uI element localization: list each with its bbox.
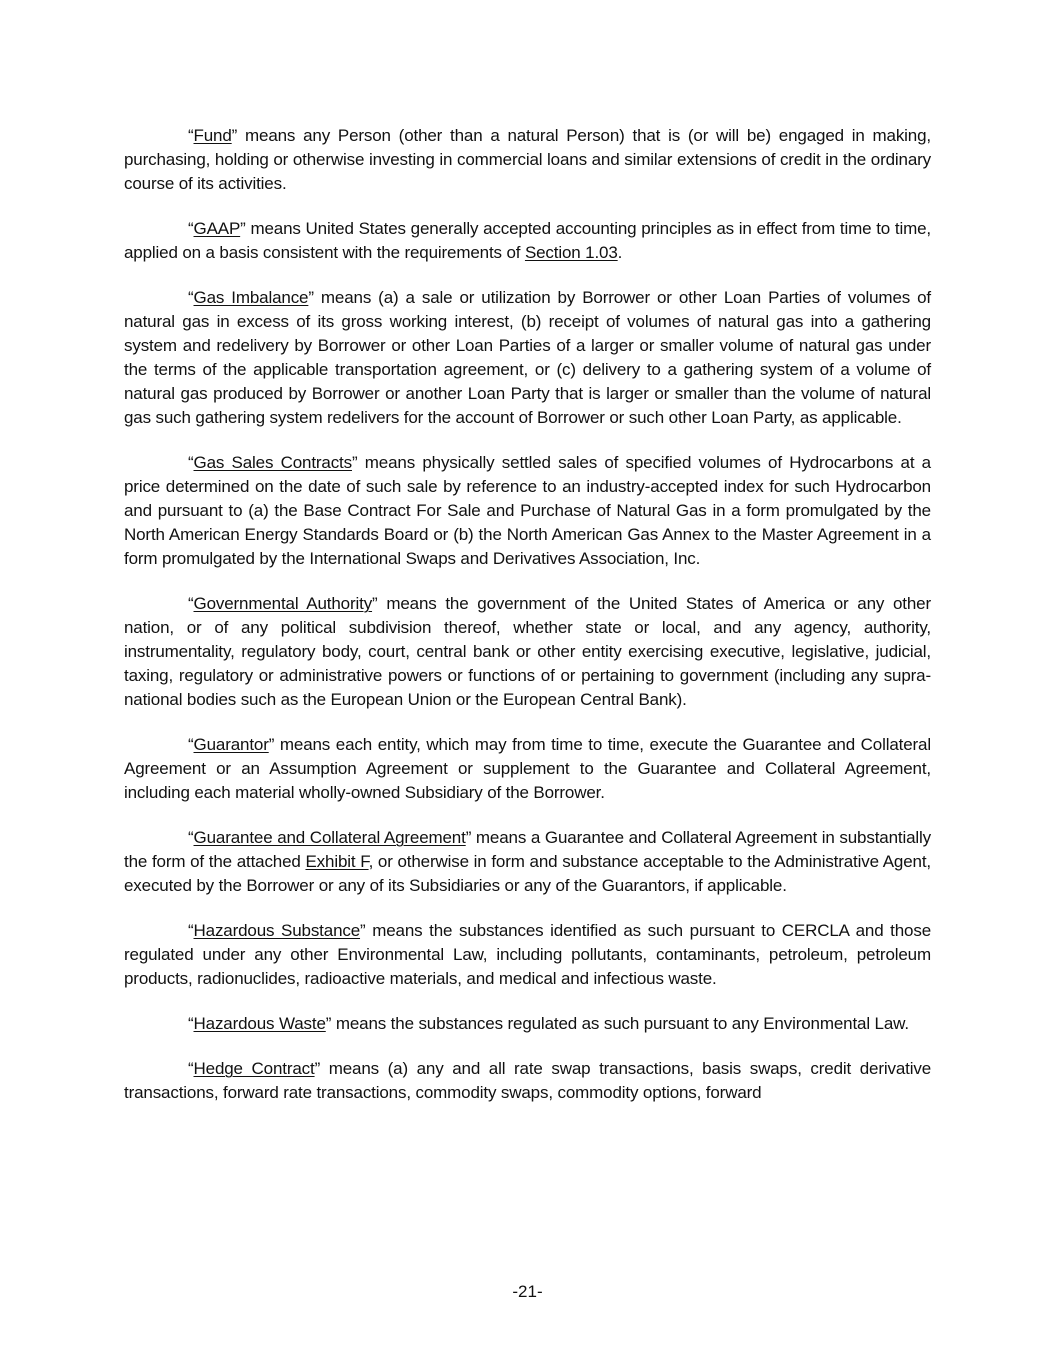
definition-text: means United States generally accepted accounting principles as in effect from time to time, applied on a basis consistent with the requirements of [124, 219, 931, 262]
definition-hedge-contract [124, 1057, 931, 1105]
open-quote: “ [188, 219, 194, 238]
close-quote: ” [268, 735, 275, 754]
defined-term-fund: Fund [193, 126, 232, 145]
defined-term-gaap: GAAP [193, 219, 241, 238]
definition-guarantee-and-collateral-agreement [124, 826, 931, 898]
open-quote: “ [188, 828, 194, 847]
defined-term-gas-sales-contracts: Gas Sales Contracts [193, 453, 352, 472]
close-quote: ” [360, 921, 366, 940]
definition-hazardous-substance [124, 919, 931, 991]
close-quote: ” [351, 453, 358, 472]
open-quote: “ [188, 1059, 194, 1078]
defined-term-governmental-authority: Governmental Authority [193, 594, 373, 613]
definition-fund [124, 124, 931, 196]
definition-hazardous-waste [124, 1012, 931, 1036]
defined-term-hedge-contract: Hedge Contract [193, 1059, 315, 1078]
defined-term-gas-imbalance: Gas Imbalance [193, 288, 309, 307]
definition-text: means the substances regulated as such pursuant to any Environmental Law. [331, 1014, 909, 1033]
definition-guarantor [124, 733, 931, 805]
section-reference-link[interactable]: Section 1.03 [524, 243, 618, 262]
open-quote: “ [188, 1014, 194, 1033]
definition-governmental-authority [124, 592, 931, 712]
definition-text-end: . [617, 243, 623, 262]
open-quote: “ [188, 126, 194, 145]
open-quote: “ [188, 288, 194, 307]
close-quote: ” [325, 1014, 332, 1033]
page-number: -21- [512, 1282, 543, 1301]
definition-text: means each entity, which may from time to time, execute the Guarantee and Collateral Agreement or an Assumption Agreement or supplement to the Guarantee and Collateral Agreement, including each material wholly-owned Subsidiary of the Borrower. [124, 735, 931, 802]
defined-term-guarantor: Guarantor [193, 735, 269, 754]
definition-text: means the substances identified as such pursuant to CERCLA and those regulated under any other Environmental Law, including pollutants, contaminants, petroleum, petroleum products, radionuclides, radioactive materials, and medical and infectious waste. [124, 921, 932, 988]
definition-text-end: , or otherwise in form and substance acceptable to the Administrative Agent, executed by the Borrower or any of its Subsidiaries or any of the Guarantors, if applicable. [124, 852, 931, 895]
exhibit-reference-link[interactable]: Exhibit F [305, 852, 369, 871]
definition-text: means any Person (other than a natural Person) that is (or will be) engaged in making, purchasing, holding or otherwise investing in commercial loans and similar extensions of credit in the ordinary course of its activities. [124, 126, 931, 193]
close-quote: ” [465, 828, 472, 847]
close-quote: ” [314, 1059, 321, 1078]
close-quote: ” [308, 288, 314, 307]
open-quote: “ [188, 594, 194, 613]
definition-gas-imbalance [124, 286, 931, 430]
definition-text: means physically settled sales of specified volumes of Hydrocarbons at a price determined on the date of such sale by reference to an industry-accepted index for such Hydrocarbon and pursuant to (a) the Base Contract For Sale and Purchase of Natural Gas in a form promulgated by the North American Energy Standards Board or (b) the North American Gas Annex to the Master Agreement in a form promulgated by the International Swaps and Derivatives Association, Inc. [124, 453, 931, 568]
close-quote: ” [231, 126, 238, 145]
open-quote: “ [188, 735, 194, 754]
close-quote: ” [240, 219, 246, 238]
definition-gaap [124, 217, 931, 265]
close-quote: ” [372, 594, 378, 613]
defined-term-guarantee-and-collateral-agreement: Guarantee and Collateral Agreement [193, 828, 466, 847]
document-page [124, 124, 931, 1105]
open-quote: “ [188, 453, 194, 472]
definition-gas-sales-contracts [124, 451, 931, 571]
definition-text: means (a) any and all rate swap transactions, basis swaps, credit derivative transactions, forward rate transactions, commodity swaps, commodity options, forward [124, 1059, 931, 1102]
open-quote: “ [188, 921, 194, 940]
defined-term-hazardous-waste: Hazardous Waste [193, 1014, 326, 1033]
defined-term-hazardous-substance: Hazardous Substance [193, 921, 361, 940]
definition-text: means a Guarantee and Collateral Agreement in substantially the form of the attached [124, 828, 931, 871]
definition-text: means the government of the United States of America or any other nation, or of any political subdivision thereof, whether state or local, and any agency, authority, instrumentality, regulatory body, court, central bank or other entity exercising executive, legislative, judicial, taxing, regulatory or administrative powers or functions of or pertaining to government (including any supra-national bodies such as the European Union or the European Central Bank). [124, 594, 931, 709]
definition-text: means (a) a sale or utilization by Borrower or other Loan Parties of volumes of natural gas in excess of its gross working interest, (b) receipt of volumes of natural gas into a gathering system and redelivery by Borrower or other Loan Parties of a larger or smaller volume of natural gas under the terms of the applicable transportation agreement, or (c) delivery to a gathering system of a volume of natural gas produced by Borrower or another Loan Party that is larger or smaller than the volume of natural gas such gathering system redelivers for the account of Borrower or such other Loan Party, as applicable. [124, 288, 931, 427]
